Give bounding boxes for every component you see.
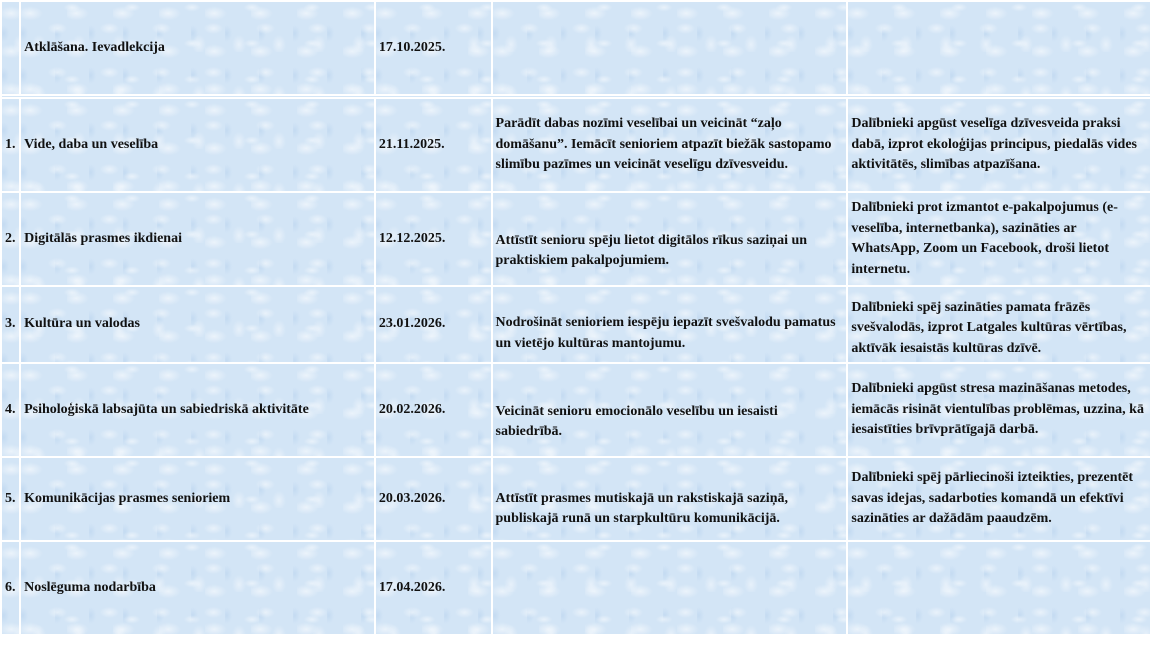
session-title: Noslēguma nodarbība: [21, 542, 374, 634]
table-row: [2, 193, 1150, 285]
session-result: Dalībnieki prot izmantot e-pakalpojumus (e-veselība, internetbanka), sazināties ar WhatsApp, Zoom un Facebook, droši lietot internetu.: [848, 193, 1150, 285]
session-date: 23.01.2026.: [376, 287, 491, 362]
row-number: 6.: [2, 542, 19, 634]
row-number: [2, 2, 19, 94]
session-result: Dalībnieki apgūst stresa mazināšanas metodes, iemācās risināt vientulības problēmas, uzzina, kā iesaistīties brīvprātīgajā darbā.: [848, 364, 1150, 456]
table-row: [2, 287, 1150, 362]
session-goal: Nodrošināt senioriem iespēju iepazīt svešvalodu pamatus un vietējo kultūras mantojumu.: [493, 287, 847, 362]
session-date: 21.11.2025.: [376, 99, 491, 191]
table-row: [2, 542, 1150, 634]
session-goal: Veicināt senioru emocionālo veselību un iesaisti sabiedrībā.: [493, 364, 847, 456]
session-date: 20.03.2026.: [376, 458, 491, 540]
row-number: 1.: [2, 99, 19, 191]
row-number: 4.: [2, 364, 19, 456]
row-separator: [2, 96, 1150, 97]
session-result: Dalībnieki apgūst veselīga dzīvesveida praksi dabā, izprot ekoloģijas principus, piedalās vides aktivitātēs, slimības atpazīšana.: [848, 99, 1150, 191]
table-row: [2, 364, 1150, 456]
row-number: 5.: [2, 458, 19, 540]
session-date: 17.04.2026.: [376, 542, 491, 634]
session-result: [848, 542, 1150, 634]
session-result: Dalībnieki spēj pārliecinoši izteikties, prezentēt savas idejas, sadarboties komandā un efektīvi sazināties ar dažādām paaudzēm.: [848, 458, 1150, 540]
session-date: 20.02.2026.: [376, 364, 491, 456]
session-result: [848, 2, 1150, 94]
session-title: Vide, daba un veselība: [21, 99, 374, 191]
session-title: Komunikācijas prasmes senioriem: [21, 458, 374, 540]
session-title: Kultūra un valodas: [21, 287, 374, 362]
session-goal: Attīstīt prasmes mutiskajā un rakstiskajā saziņā, publiskajā runā un starpkultūru komunikācijā.: [493, 458, 847, 540]
session-goal: Parādīt dabas nozīmi veselībai un veicināt “zaļo domāšanu”. Iemācīt senioriem atpazīt biežāk sastopamo slimību pazīmes un veicināt veselīgu dzīvesveidu.: [493, 99, 847, 191]
table-row: [2, 99, 1150, 191]
session-date: 12.12.2025.: [376, 193, 491, 285]
table-row: [2, 2, 1150, 94]
session-result: Dalībnieki spēj sazināties pamata frāzēs svešvalodās, izprot Latgales kultūras vērtības, aktīvāk iesaistās kultūras dzīvē.: [848, 287, 1150, 362]
session-title: Digitālās prasmes ikdienai: [21, 193, 374, 285]
row-number: 2.: [2, 193, 19, 285]
session-goal: Attīstīt senioru spēju lietot digitālos rīkus saziņai un praktiskiem pakalpojumiem.: [493, 193, 847, 285]
row-number: 3.: [2, 287, 19, 362]
session-goal: [493, 542, 847, 634]
session-title: Atklāšana. Ievadlekcija: [21, 2, 374, 94]
session-title: Psiholoģiskā labsajūta un sabiedriskā aktivitāte: [21, 364, 374, 456]
session-goal: [493, 2, 847, 94]
session-date: 17.10.2025.: [376, 2, 491, 94]
table-row: [2, 458, 1150, 540]
